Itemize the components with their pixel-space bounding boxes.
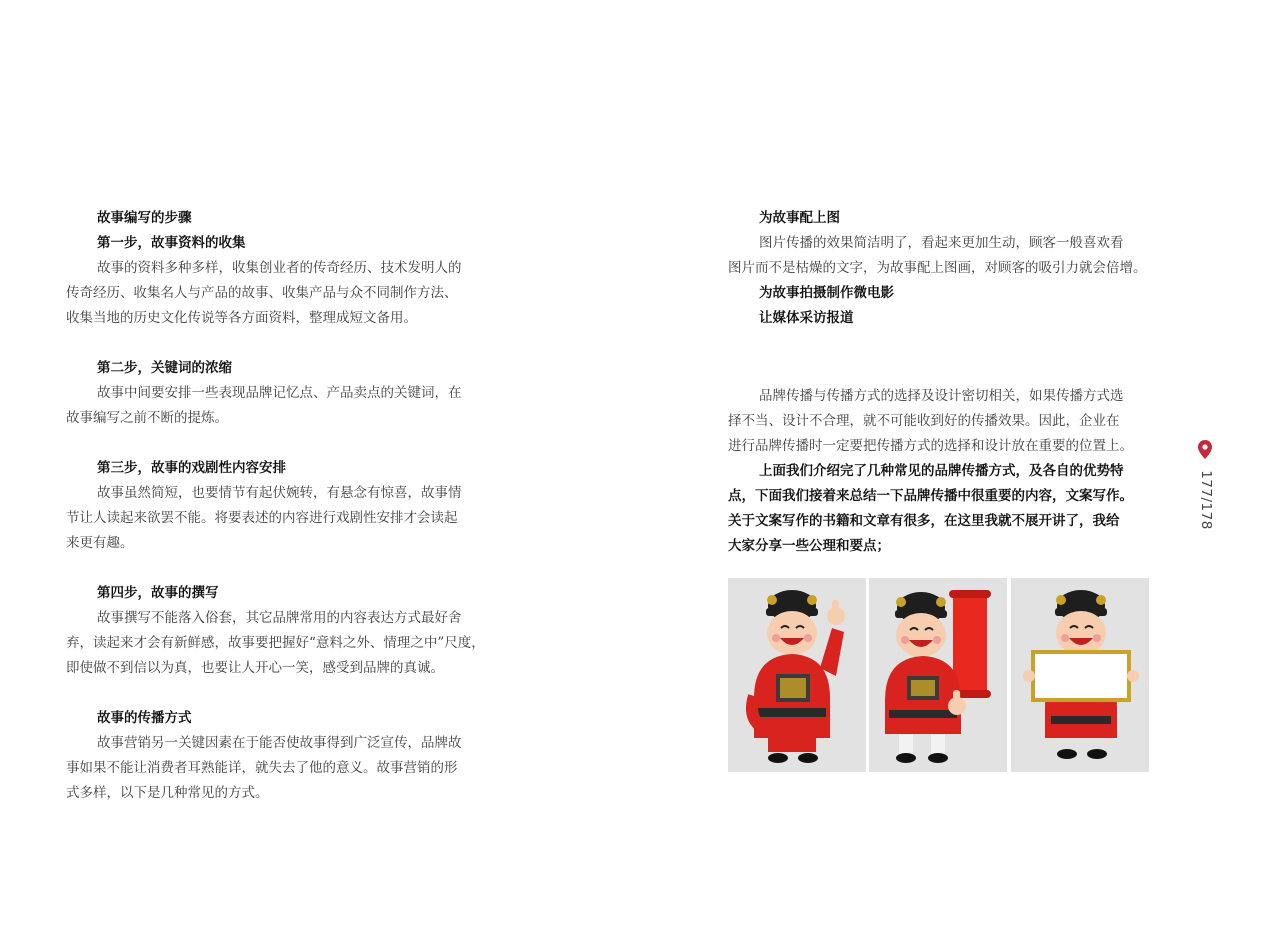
paragraph-line: 图片传播的效果简洁明了，看起来更加生动，顾客一般喜欢看 (759, 235, 1124, 251)
step1-title: 第一步，故事资料的收集 (97, 235, 246, 251)
step2-title: 第二步，关键词的浓缩 (97, 360, 232, 376)
step4-title: 第四步，故事的撰写 (97, 585, 219, 601)
section-title-story-spread: 故事的传播方式 (97, 710, 192, 726)
paragraph-line: 故事虽然简短，也要情节有起伏婉转，有悬念有惊喜，故事情 (97, 485, 462, 501)
paragraph-line-bold: 点，下面我们接着来总结一下品牌传播中很重要的内容，文案写作。 (728, 488, 1133, 504)
paragraph-line: 来更有趣。 (66, 535, 134, 551)
paragraph-line: 品牌传播与传播方式的选择及设计密切相关，如果传播方式选 (759, 388, 1124, 404)
paragraph-line: 择不当、设计不合理，就不可能收到好的传播效果。因此，企业在 (728, 413, 1120, 429)
paragraph-line-bold: 大家分享一些公理和要点； (728, 538, 890, 554)
right-column (728, 206, 1150, 559)
paragraph-line: 图片而不是枯燥的文字，为故事配上图画，对顾客的吸引力就会倍增。 (728, 260, 1147, 276)
mascot-signboard-icon (1011, 578, 1149, 772)
paragraph-line: 故事营销另一关键因素在于能否使故事得到广泛宣传，品牌故 (97, 735, 462, 751)
paragraph-line: 节让人读起来欲罢不能。将要表述的内容进行戏剧性安排才会读起 (66, 510, 458, 526)
paragraph-line: 弃，读起来才会有新鲜感，故事要把握好“意料之外、情理之中”尺度， (66, 635, 485, 651)
step3-title: 第三步，故事的戏剧性内容安排 (97, 460, 286, 476)
paragraph-line-bold: 上面我们介绍完了几种常见的品牌传播方式，及各自的优势特 (759, 463, 1124, 479)
paragraph-line: 故事撰写不能落入俗套，其它品牌常用的内容表达方式最好舍 (97, 610, 462, 626)
method1-title: 为故事配上图 (759, 210, 840, 226)
location-pin-icon (1198, 440, 1212, 459)
paragraph-line: 进行品牌传播时一定要把传播方式的选择和设计放在重要的位置上。 (728, 438, 1133, 454)
page-indicator (1196, 440, 1216, 530)
paragraph-line: 事如果不能让消费者耳熟能详，就失去了他的意义。故事营销的形 (66, 760, 458, 776)
paragraph-line: 故事的资料多种多样，收集创业者的传奇经历、技术发明人的 (97, 260, 462, 276)
paragraph-line: 即使做不到信以为真，也要让人开心一笑，感受到品牌的真诚。 (66, 660, 444, 676)
section-title-story-steps: 故事编写的步骤 (97, 210, 192, 226)
mascot-thumbs-up-icon (728, 578, 866, 772)
mascot-scroll-icon (869, 578, 1007, 772)
left-column (66, 206, 488, 806)
paragraph-line: 故事编写之前不断的提炼。 (66, 410, 228, 426)
paragraph-line: 故事中间要安排一些表现品牌记忆点、产品卖点的关键词，在 (97, 385, 462, 401)
paragraph-line: 收集当地的历史文化传说等各方面资料，整理成短文备用。 (66, 310, 417, 326)
method2-title: 为故事拍摄制作微电影 (759, 285, 894, 301)
paragraph-line: 式多样，以下是几种常见的方式。 (66, 785, 269, 801)
method3-title: 让媒体采访报道 (759, 310, 854, 326)
paragraph-line-bold: 关于文案写作的书籍和文章有很多，在这里我就不展开讲了，我给 (728, 513, 1120, 529)
paragraph-line: 传奇经历、收集名人与产品的故事、收集产品与众不同制作方法、 (66, 285, 458, 301)
page-number: 177/178 (1198, 470, 1214, 530)
